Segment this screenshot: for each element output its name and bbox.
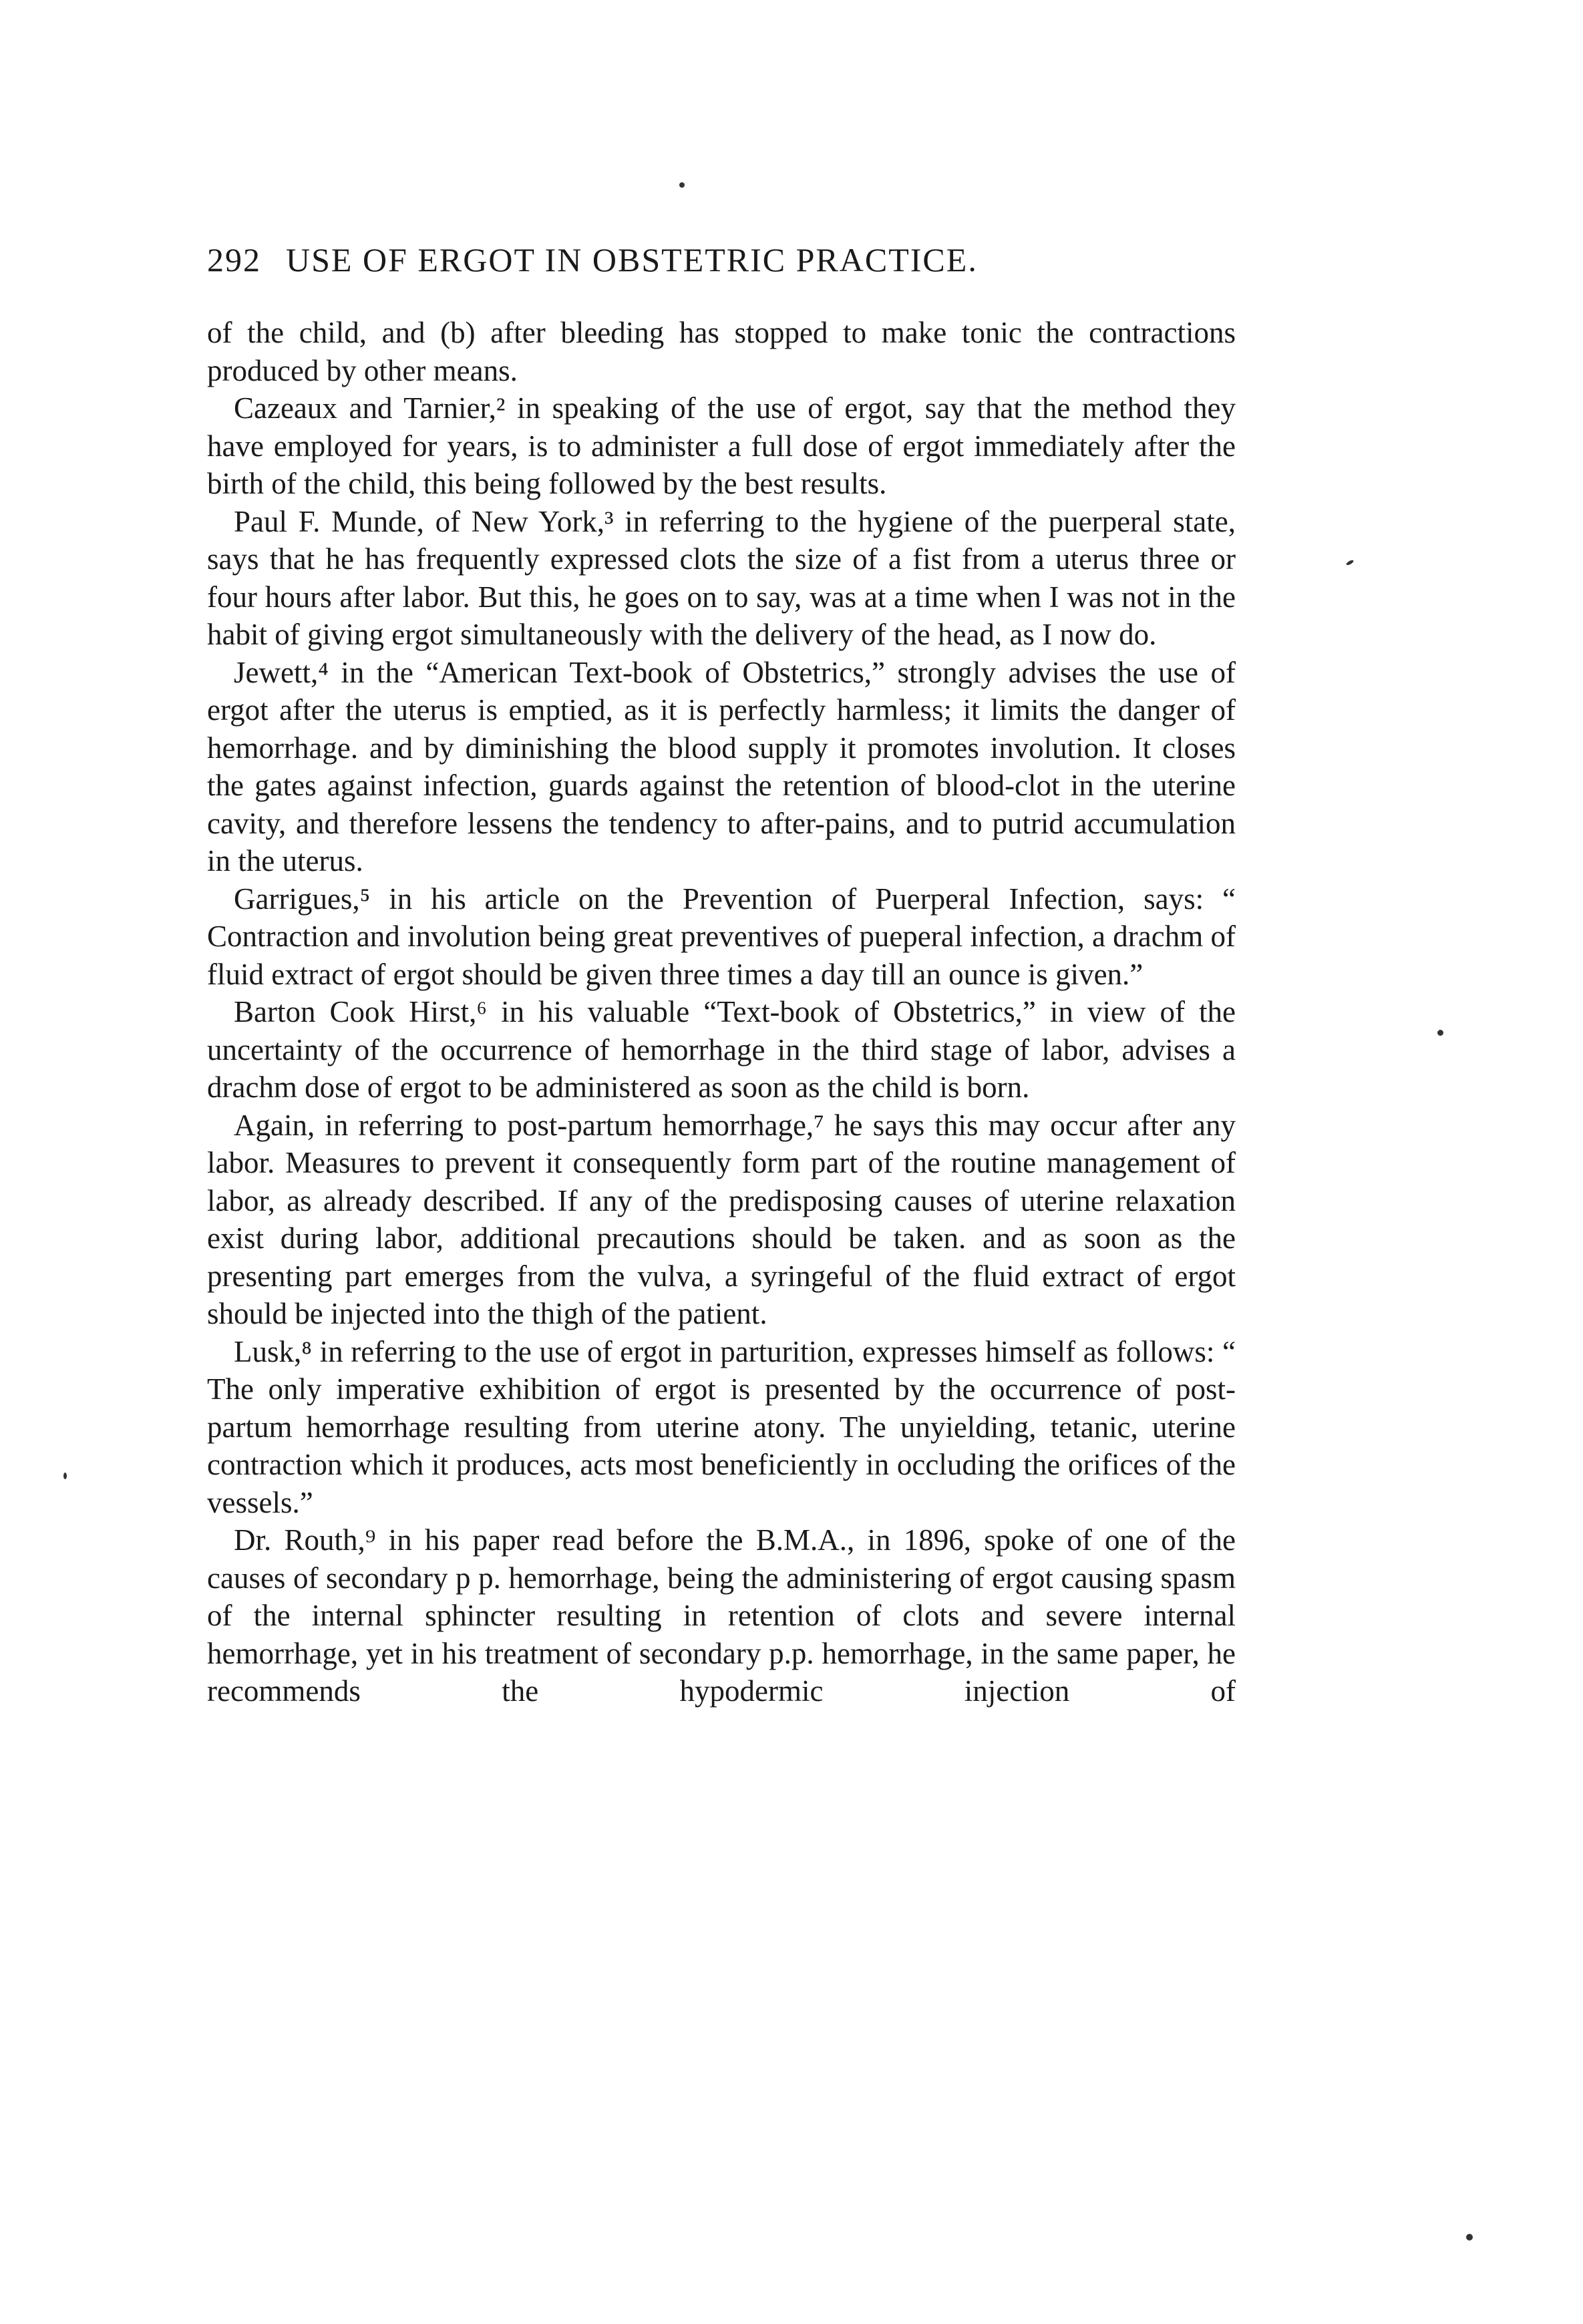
paragraph: Cazeaux and Tarnier,² in speaking of the use of ergot, say that the method they have employed for years, is to administer a full dose of ergot immediately after the birth of the child, this being followed by the best results.	[207, 391, 1236, 500]
body-text	[207, 314, 1236, 1710]
paragraph: Garrigues,⁵ in his article on the Prevention of Puerperal Infection, says: “ Contraction and involution being great preventives of pueperal infection, a drachm of fluid extract of ergot should be given three times a day till an ounce is given.”	[207, 882, 1236, 991]
running-header	[207, 240, 1249, 301]
paragraph: Dr. Routh,⁹ in his paper read before the B.M.A., in 1896, spoke of one of the causes of secondary p p. hemorrhage, being the administering of ergot causing spasm of the internal sphincter resulting in retention of clots and severe internal hemorrhage, yet in his treatment of secondary p.p. hemorrhage, in the same paper, he recommends the hypodermic injection of	[207, 1523, 1236, 1708]
paragraph: of the child, and (b) after bleeding has stopped to make tonic the contractions produced by other means.	[207, 316, 1236, 387]
paragraph: Barton Cook Hirst,⁶ in his valuable “Text-book of Obstetrics,” in view of the uncertainty of the occurrence of hemorrhage in the third stage of labor, advises a drachm dose of ergot to be administered as soon as the child is born.	[207, 995, 1236, 1104]
paragraph: Paul F. Munde, of New York,³ in referring to the hygiene of the puerperal state, says that he has frequently expressed clots the size of a fist from a uterus three or four hours after labor. But this, he goes on to say, was at a time when I was not in the habit of giving ergot simultaneously with the delivery of the head, as I now do.	[207, 504, 1236, 651]
paragraph: Lusk,⁸ in referring to the use of ergot in parturition, expresses himself as follows: “ The only imperative exhibition of ergot is presented by the occurrence of post-partum hemorrhage resulting from uterine atony. The unyielding, tetanic, uterine contraction which it produces, acts most beneficiently in occluding the orifices of the vessels.”	[207, 1334, 1236, 1519]
ink-speck	[1346, 559, 1355, 566]
paragraph: Jewett,⁴ in the “American Text-book of Obstetrics,” strongly advises the use of ergot after the uterus is emptied, as it is perfectly harmless; it limits the danger of hemorrhage. and by diminishing the blood supply it promotes involution. It closes the gates against infection, guards against the retention of blood-clot in the uterine cavity, and therefore lessens the tendency to after-pains, and to putrid accumulation in the uterus.	[207, 655, 1236, 878]
paragraph: Again, in referring to post-partum hemorrhage,⁷ he says this may occur after any labor. Measures to prevent it consequently form part of the routine management of labor, as already described. If any of the predisposing causes of uterine relaxation exist during labor, additional precautions should be taken. and as soon as the presenting part emerges from the vulva, a syringeful of the fluid extract of ergot should be injected into the thigh of the patient.	[207, 1108, 1236, 1330]
ink-speck	[63, 1473, 67, 1479]
running-title: USE OF ERGOT IN OBSTETRIC PRACTICE.	[286, 241, 978, 278]
page-number: 292	[207, 241, 261, 278]
ink-speck	[1466, 2234, 1473, 2241]
ink-speck	[1437, 1030, 1443, 1036]
ink-speck	[679, 182, 685, 188]
